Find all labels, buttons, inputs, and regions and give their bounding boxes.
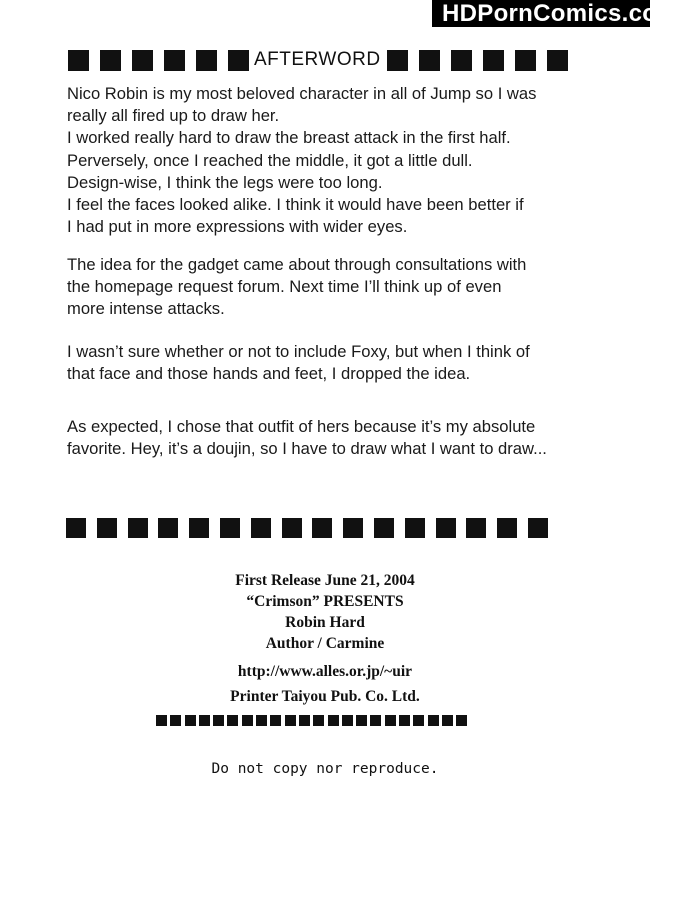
text-line: I feel the faces looked alike. I think it would have been better if — [67, 195, 524, 215]
heading-square — [515, 50, 536, 71]
text-line: really all fired up to draw her. — [67, 106, 280, 126]
divider-square — [66, 518, 86, 538]
small-square — [328, 715, 339, 726]
colophon — [0, 570, 650, 707]
text-line: I had put in more expressions with wider eyes. — [67, 217, 408, 237]
afterword-heading — [68, 49, 579, 71]
divider-squares — [66, 518, 559, 538]
small-square — [256, 715, 267, 726]
small-square — [213, 715, 224, 726]
divider-square — [374, 518, 394, 538]
divider-square — [312, 518, 332, 538]
divider-square — [436, 518, 456, 538]
text-line: As expected, I chose that outfit of hers because it’s my absolute — [67, 417, 536, 436]
divider-square — [405, 518, 425, 538]
small-square — [442, 715, 453, 726]
small-divider-squares — [156, 715, 471, 726]
heading-square — [132, 50, 153, 71]
text-line: favorite. Hey, it’s a doujin, so I have to draw what I want to draw... — [67, 439, 547, 459]
heading-square — [228, 50, 249, 71]
paragraph-outfit — [67, 416, 547, 460]
small-square — [199, 715, 210, 726]
small-square — [170, 715, 181, 726]
small-square — [385, 715, 396, 726]
author-line: Author / Carmine — [265, 635, 385, 652]
small-square — [456, 715, 467, 726]
small-square — [399, 715, 410, 726]
small-square — [313, 715, 324, 726]
small-square — [370, 715, 381, 726]
divider-square — [528, 518, 548, 538]
heading-square — [196, 50, 217, 71]
paragraph-characters — [67, 83, 536, 238]
text-line: the homepage request forum. Next time I’ll think up of even — [67, 277, 502, 297]
text-line: I wasn’t sure whether or not to include Foxy, but when I think of — [67, 342, 530, 361]
book-title: Robin Hard — [285, 614, 365, 631]
heading-square — [419, 50, 440, 71]
website-url: http://www.alles.or.jp/~uir — [237, 663, 413, 680]
divider-square — [343, 518, 363, 538]
heading-square — [451, 50, 472, 71]
small-square — [299, 715, 310, 726]
heading-square — [387, 50, 408, 71]
presents-line: “Crimson” PRESENTS — [246, 593, 404, 610]
text-line: The idea for the gadget came about through consultations with — [67, 255, 527, 274]
paragraph-gadget — [67, 254, 526, 321]
divider-square — [251, 518, 271, 538]
text-line: Perversely, once I reached the middle, it got a little dull. — [67, 150, 473, 170]
heading-square — [547, 50, 568, 71]
paragraph-foxy — [67, 341, 530, 385]
small-square — [185, 715, 196, 726]
small-square — [270, 715, 281, 726]
small-square — [413, 715, 424, 726]
heading-square — [483, 50, 504, 71]
text-line: I worked really hard to draw the breast attack in the first half. — [67, 128, 511, 148]
text-line: Design-wise, I think the legs were too long. — [67, 172, 383, 192]
heading-square — [100, 50, 121, 71]
copy-notice: Do not copy nor reproduce. — [211, 761, 439, 777]
small-square — [342, 715, 353, 726]
small-square — [356, 715, 367, 726]
divider-square — [97, 518, 117, 538]
printer-line: Printer Taiyou Pub. Co. Ltd. — [230, 688, 420, 705]
divider-square — [466, 518, 486, 538]
divider-square — [282, 518, 302, 538]
text-line: more intense attacks. — [67, 299, 225, 319]
divider-square — [497, 518, 517, 538]
watermark-text: HDPornComics.com — [442, 0, 679, 27]
heading-square — [68, 50, 89, 71]
small-square — [428, 715, 439, 726]
heading-title: AFTERWORD — [254, 49, 381, 70]
small-square — [285, 715, 296, 726]
divider-square — [158, 518, 178, 538]
heading-square — [164, 50, 185, 71]
watermark-logo — [432, 0, 679, 27]
text-line: Nico Robin is my most beloved character in all of Jump so I was — [67, 84, 537, 103]
small-square — [156, 715, 167, 726]
divider-square — [128, 518, 148, 538]
divider-square — [189, 518, 209, 538]
text-line: that face and those hands and feet, I dropped the idea. — [67, 364, 471, 384]
small-square — [227, 715, 238, 726]
small-square — [242, 715, 253, 726]
release-date: First Release June 21, 2004 — [235, 572, 415, 589]
divider-square — [220, 518, 240, 538]
